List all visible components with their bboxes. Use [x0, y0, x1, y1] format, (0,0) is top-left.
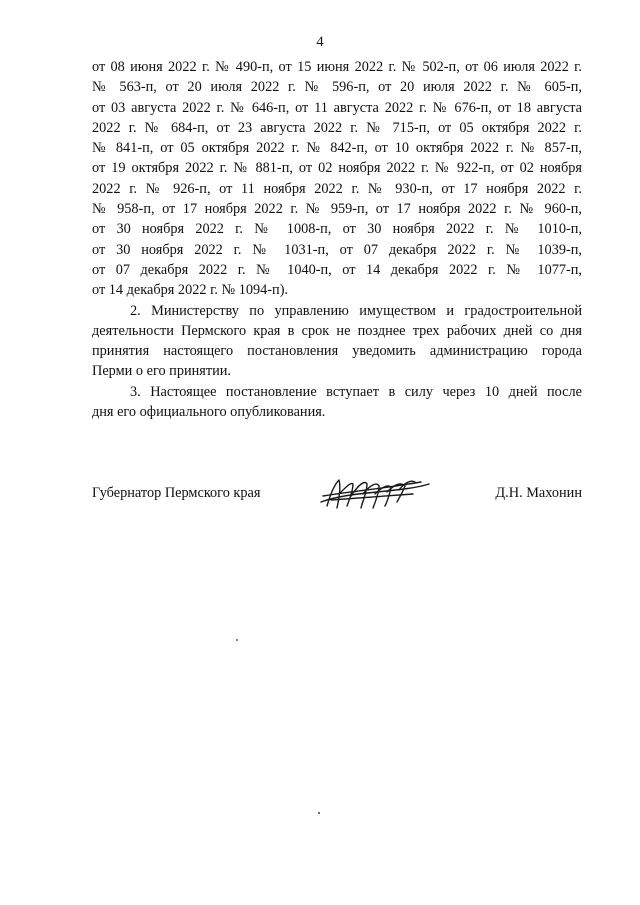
text-line: 3. Настоящее постановление вступает в силу через 10 дней после	[130, 383, 582, 400]
page-number: 4	[316, 34, 324, 50]
text-line: деятельности Пермского края в срок не позднее трех рабочих дней со дня	[92, 322, 582, 339]
text-line: 2. Министерству по управлению имуществом и градостроительной	[130, 302, 582, 319]
text-line: от 03 августа 2022 г. № 646-п, от 11 августа 2022 г. № 676-п, от 18 августа	[92, 99, 582, 116]
scan-speck	[318, 812, 320, 814]
paragraph-list-continuation	[92, 57, 582, 301]
text-line: № 841-п, от 05 октября 2022 г. № 842-п, от 10 октября 2022 г. № 857-п,	[92, 140, 582, 157]
scan-speck	[236, 639, 238, 641]
text-line: от 19 октября 2022 г. № 881-п, от 02 ноября 2022 г. № 922-п, от 02 ноября	[92, 160, 582, 177]
paragraph-item-3	[92, 382, 582, 423]
text-line: от 30 ноября 2022 г. № 1031-п, от 07 декабря 2022 г. № 1039-п,	[92, 241, 582, 258]
document-body	[92, 57, 582, 422]
text-line: дня его официального опубликования.	[92, 404, 326, 421]
signature-block	[92, 482, 582, 514]
signatory-name: Д.Н. Махонин	[495, 485, 582, 501]
text-line: № 563-п, от 20 июля 2022 г. № 596-п, от 20 июля 2022 г. № 605-п,	[92, 79, 582, 96]
text-line: от 08 июня 2022 г. № 490-п, от 15 июня 2022 г. № 502-п, от 06 июля 2022 г.	[92, 59, 582, 75]
handwritten-signature	[317, 472, 432, 514]
paragraph-item-2	[92, 301, 582, 382]
text-line: от 07 декабря 2022 г. № 1040-п, от 14 декабря 2022 г. № 1077-п,	[92, 261, 582, 278]
text-line: № 958-п, от 17 ноября 2022 г. № 959-п, от 17 ноября 2022 г. № 960-п,	[92, 201, 582, 218]
text-line: от 30 ноября 2022 г. № 1008-п, от 30 ноября 2022 г. № 1010-п,	[92, 221, 582, 238]
text-line: от 14 декабря 2022 г. № 1094-п).	[92, 282, 289, 299]
text-line: Перми о его принятии.	[92, 363, 231, 380]
signatory-title: Губернатор Пермского края	[92, 485, 261, 501]
text-line: 2022 г. № 926-п, от 11 ноября 2022 г. № 930-п, от 17 ноября 2022 г.	[92, 180, 582, 197]
text-line: 2022 г. № 684-п, от 23 августа 2022 г. № 715-п, от 05 октября 2022 г.	[92, 119, 582, 136]
text-line: принятия настоящего постановления уведомить администрацию города	[92, 343, 582, 360]
